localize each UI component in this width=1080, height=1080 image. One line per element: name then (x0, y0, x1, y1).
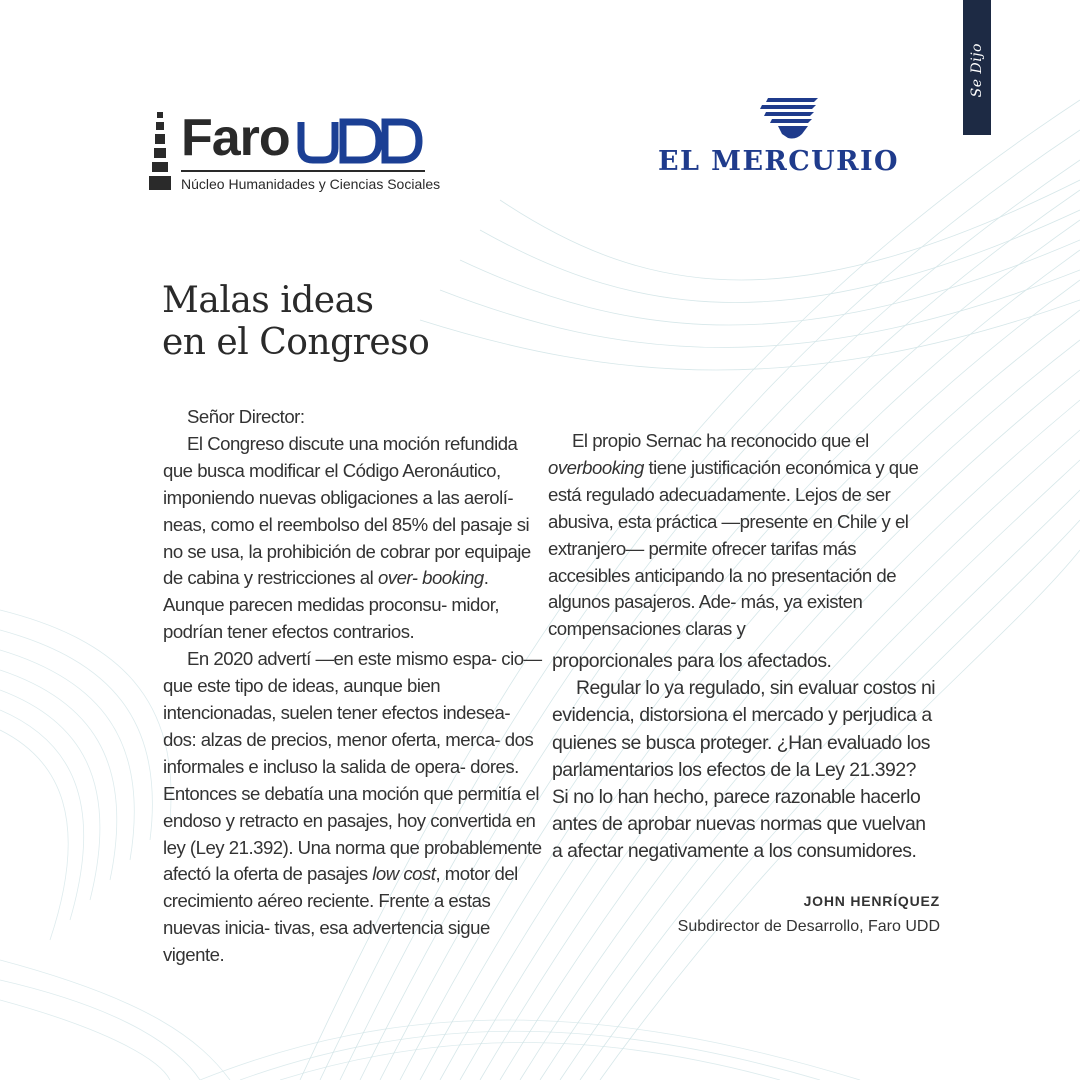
faro-subtitle: Núcleo Humanidades y Ciencias Sociales (181, 176, 441, 192)
headline-line-1: Malas ideas (162, 280, 374, 321)
paragraph-2: En 2020 advertí —en este mismo espa- cio— que este tipo de ideas, aunque bien intencionadas, suelen tener efectos indesea- dos: alzas de precios, menor oferta, merca- dos informales e incluso la salida de opera- dores. Entonces se debatía una moción que permitía el endoso y retracto en pasajes, hoy convertida en ley (Ley 21.392). Una norma que probablemente afectó la oferta de pasajes low cost, motor del crecimiento aéreo reciente. Frente a estas nuevas inicia- tivas, esa advertencia sigue vigente. (163, 648, 542, 966)
article-headline (162, 280, 542, 364)
article-column-right-lower (552, 648, 937, 866)
paragraph-4: Regular lo ya regulado, sin evaluar costos ni evidencia, distorsiona el mercado y perjudica a quienes se busca proteger. ¿Han evaluado los parlamentarios los efectos de la Ley 21.392? Si no lo han hecho, parece razonable hacerlo antes de aprobar nuevas normas que vuelvan a afectar negativamente a los consumidores. (552, 677, 936, 863)
faro-word: Faro (181, 109, 290, 167)
author-role: Subdirector de Desarrollo, Faro UDD (677, 918, 940, 935)
mercurio-head-icon (758, 94, 822, 142)
paragraph-3: El propio Sernac ha reconocido que el overbooking tiene justificación económica y que está regulado adecuadamente. Lejos de ser abusiva, esta práctica —presente en Chile y el extranjero— permite ofrecer tarifas más accesibles anticipando la no presentación de algunos pasajeros. Ade- más, ya existen compensaciones claras y (548, 430, 919, 640)
salutation: Señor Director: (187, 406, 305, 427)
faro-udd-logo (147, 108, 441, 198)
article-column-left (163, 404, 543, 969)
mercurio-wordmark: EL MERCURIO (658, 146, 899, 177)
udd-mark (297, 118, 423, 164)
logo-divider (181, 170, 425, 172)
section-tab-label: Se Dijo (969, 42, 985, 97)
article-column-right-upper (548, 428, 933, 643)
paragraph-3-end: proporcionales para los afectados. (552, 650, 832, 672)
paragraph-1: El Congreso discute una moción refundida que busca modificar el Código Aeronáutico, imponiendo nuevas obligaciones a las aerolí- neas, como el reembolso del 85% del pasaje si no se usa, la prohibición de cobrar por equipaje de cabina y restricciones al over- booking. Aunque parecen medidas proconsu- midor, podrían tener efectos contrarios. (163, 432, 531, 643)
headline-line-2: en el Congreso (162, 322, 430, 363)
section-tab (963, 0, 991, 135)
author-name: JOHN HENRÍQUEZ (803, 893, 940, 909)
lighthouse-icon (147, 112, 177, 192)
